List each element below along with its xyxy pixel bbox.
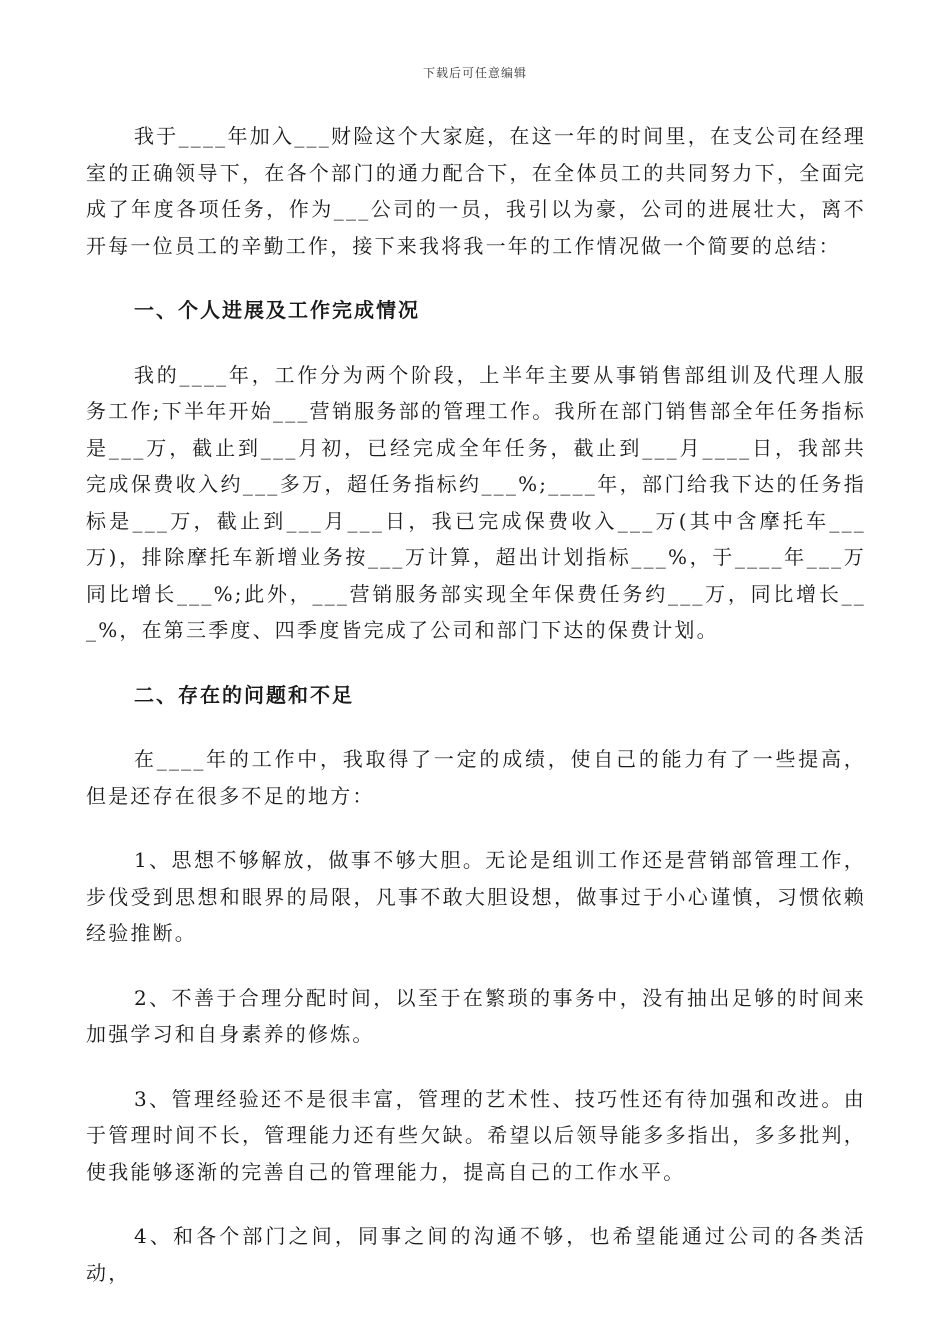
work-progress-paragraph: 我的____年，工作分为两个阶段，上半年主要从事销售部组训及代理人服务工作;下半年开始___营销服务部的管理工作。我所在部门销售部全年任务指标是___万，截止到___月初，已经完成全年任务，截止到___月____日，我部共完成保费收入约___多万，超任务指标约___%;____年，部门给我下达的任务指标是___万，截止到___月___日，我已完成保费收入___万(其中含摩托车___万)，排除摩托车新增业务按___万计算，超出计划指标___%，于____年___万同比增长___%;此外，___营销服务部实现全年保费任务约___万，同比增长___%，在第三季度、四季度皆完成了公司和部门下达的保费计划。 xyxy=(86,362,866,642)
page-header: 下载后可任意编辑 xyxy=(422,66,527,80)
problems-intro-paragraph: 在____年的工作中，我取得了一定的成绩，使自己的能力有了一些提高，但是还存在很多不足的地方： xyxy=(86,747,866,808)
section-heading-1: 一、个人进展及工作完成情况 xyxy=(134,298,420,322)
problem-item-2: 2、不善于合理分配时间，以至于在繁琐的事务中，没有抽出足够的时间来加强学习和自身素养的修炼。 xyxy=(86,985,866,1046)
problem-item-4: 4、和各个部门之间，同事之间的沟通不够，也希望能通过公司的各类活动， xyxy=(86,1224,866,1285)
problem-item-3: 3、管理经验还不是很丰富，管理的艺术性、技巧性还有待加强和改进。由于管理时间不长，管理能力还有些欠缺。希望以后领导能多多指出，多多批判，使我能够逐渐的完善自己的管理能力，提高自己的工作水平。 xyxy=(86,1086,866,1184)
document-body xyxy=(86,118,866,1291)
problem-item-1: 1、思想不够解放，做事不够大胆。无论是组训工作还是营销部管理工作，步伐受到思想和眼界的局限，凡事不敢大胆设想，做事过于小心谨慎，习惯依赖经验推断。 xyxy=(86,848,866,945)
section-heading-2: 二、存在的问题和不足 xyxy=(134,682,354,707)
intro-paragraph: 我于____年加入___财险这个大家庭，在这一年的时间里，在支公司在经理室的正确领导下，在各个部门的通力配合下，在全体员工的共同努力下，全面完成了年度各项任务，作为___公司的一员，我引以为豪，公司的进展壮大，离不开每一位员工的辛勤工作，接下来我将我一年的工作情况做一个简要的总结： xyxy=(86,124,866,258)
